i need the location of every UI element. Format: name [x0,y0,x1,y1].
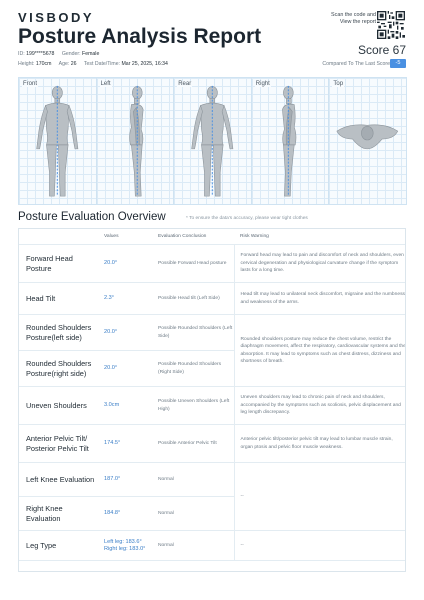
left-leg-value: Left leg: 183.6° [104,538,142,545]
table-row[interactable] [18,463,406,497]
row-risk: Forward head may lead to pain and discomfort of neck and shoulders, even cervical degeneration and physiological curvature change if the symptom lasts for a long time. [234,245,406,283]
meta-id-gender [18,51,105,57]
row-item: Leg Type [18,531,98,561]
header-conclusion: Evaluation Conclusion [152,228,234,245]
row-risk: -- [234,463,406,531]
table-header-row [18,228,406,245]
header-risk: Risk Warning [234,228,406,245]
brand-logo: VISBODY [18,10,95,25]
row-conclusion: Possible Head tilt (Left Side) [152,283,234,315]
gender-value: Female [82,51,100,57]
view-top[interactable] [328,77,407,205]
row-value: 174.5° [98,425,152,463]
view-label-left: Left [100,81,111,87]
compare-label: Compared To The Last Score [322,61,390,67]
row-conclusion: Possible Uneven Shoulders (Left High) [152,387,234,425]
table-row[interactable] [18,283,406,315]
row-item: Uneven Shoulders [18,387,98,425]
row-value-pair [98,531,152,561]
view-label-top: Top [333,81,344,87]
front-body-figure [19,78,96,204]
row-item: Rounded Shoulders Posture(left side) [18,315,98,351]
id-value: 199****5678 [26,51,55,57]
row-conclusion: Normal [152,497,234,531]
posture-views [18,77,406,205]
table-row[interactable] [18,531,406,561]
view-label-front: Front [23,81,38,87]
rear-body-figure [174,78,251,204]
row-conclusion: Possible Rounded Shoulders (Right Side) [152,351,234,387]
row-item: Left Knee Evaluation [18,463,98,497]
height-label: Height: [18,61,35,67]
row-conclusion: Possible Anterior Pelvic Tilt [152,425,234,463]
view-label-right: Right [255,81,270,87]
table-row[interactable] [18,387,406,425]
row-risk: Anterior pelvic tilt/posterior pelvic tilt may lead to lumbar muscle strain, organ ptosis and pelvic floor muscle weakness. [234,425,406,463]
table-row[interactable] [18,425,406,463]
datetime-value: Mar 25, 2025, 16:34 [121,61,168,67]
left-body-figure [97,78,174,204]
row-value: 184.8° [98,497,152,531]
row-item: Rounded Shoulders Posture(right side) [18,351,98,387]
row-item: Anterior Pelvic Tilt/ Posterior Pelvic Tilt [18,425,98,463]
view-left[interactable] [96,77,175,205]
page-title: Posture Analysis Report [18,25,262,48]
row-value: 20.0° [98,351,152,387]
view-right[interactable] [251,77,330,205]
score-delta-badge: -5 [390,59,406,68]
row-value: 20.0° [98,315,152,351]
section-title: Posture Evaluation Overview [18,211,166,223]
height-value: 170cm [35,61,52,67]
row-item: Head Tilt [18,283,98,315]
meta-height-age-date [18,61,174,67]
header-values: Values [98,228,152,245]
row-risk: Rounded shoulders posture may reduce the chest volume, restrict the diaphragm movement, affect the respiratory, cardiovascular systems and the absorption. It may lead to symptoms such as chest distress, dizziness and shortness of breath. [234,315,406,387]
top-body-figure [329,78,406,204]
scan-instructions: Scan the code and View the report [331,12,376,25]
datetime-label: Test Date/Time: [83,61,121,67]
id-label: ID: [18,51,25,57]
right-body-figure [252,78,329,204]
row-conclusion: Possible Rounded Shoulders (Left Side) [152,315,234,351]
row-item: Right Knee Evaluation [18,497,98,531]
row-value: 2.3° [98,283,152,315]
section-note: * To ensure the data's accuracy, please wear tight clothes [186,216,308,221]
gender-label: Gender: [61,51,81,57]
row-value: 20.0° [98,245,152,283]
row-risk: Head tilt may lead to unilateral neck discomfort, migraine and the numbness and weakness of the arms. [234,283,406,315]
right-leg-value: Right leg: 183.0° [104,545,146,552]
table-row[interactable] [18,245,406,283]
table-row[interactable] [18,315,406,351]
row-value: 3.0cm [98,387,152,425]
view-front[interactable] [18,77,97,205]
header-item [18,228,98,245]
row-conclusion: Possible Forward Head posture [152,245,234,283]
row-conclusion: Normal [152,531,234,561]
evaluation-table [18,228,406,561]
row-item: Forward Head Posture [18,245,98,283]
view-label-rear: Rear [178,81,192,87]
row-risk: Uneven shoulders may lead to chronic pain of neck and shoulders, accompanied by the symptoms such as scoliosis, pelvic displacement and leg length discrepancy. [234,387,406,425]
age-value: 26 [70,61,77,67]
row-conclusion: Normal [152,463,234,497]
age-label: Age: [58,61,70,67]
qr-code-icon[interactable] [377,11,405,39]
score-value: Score 67 [357,43,406,57]
row-value: 187.0° [98,463,152,497]
row-risk: -- [234,531,406,561]
view-rear[interactable] [173,77,252,205]
